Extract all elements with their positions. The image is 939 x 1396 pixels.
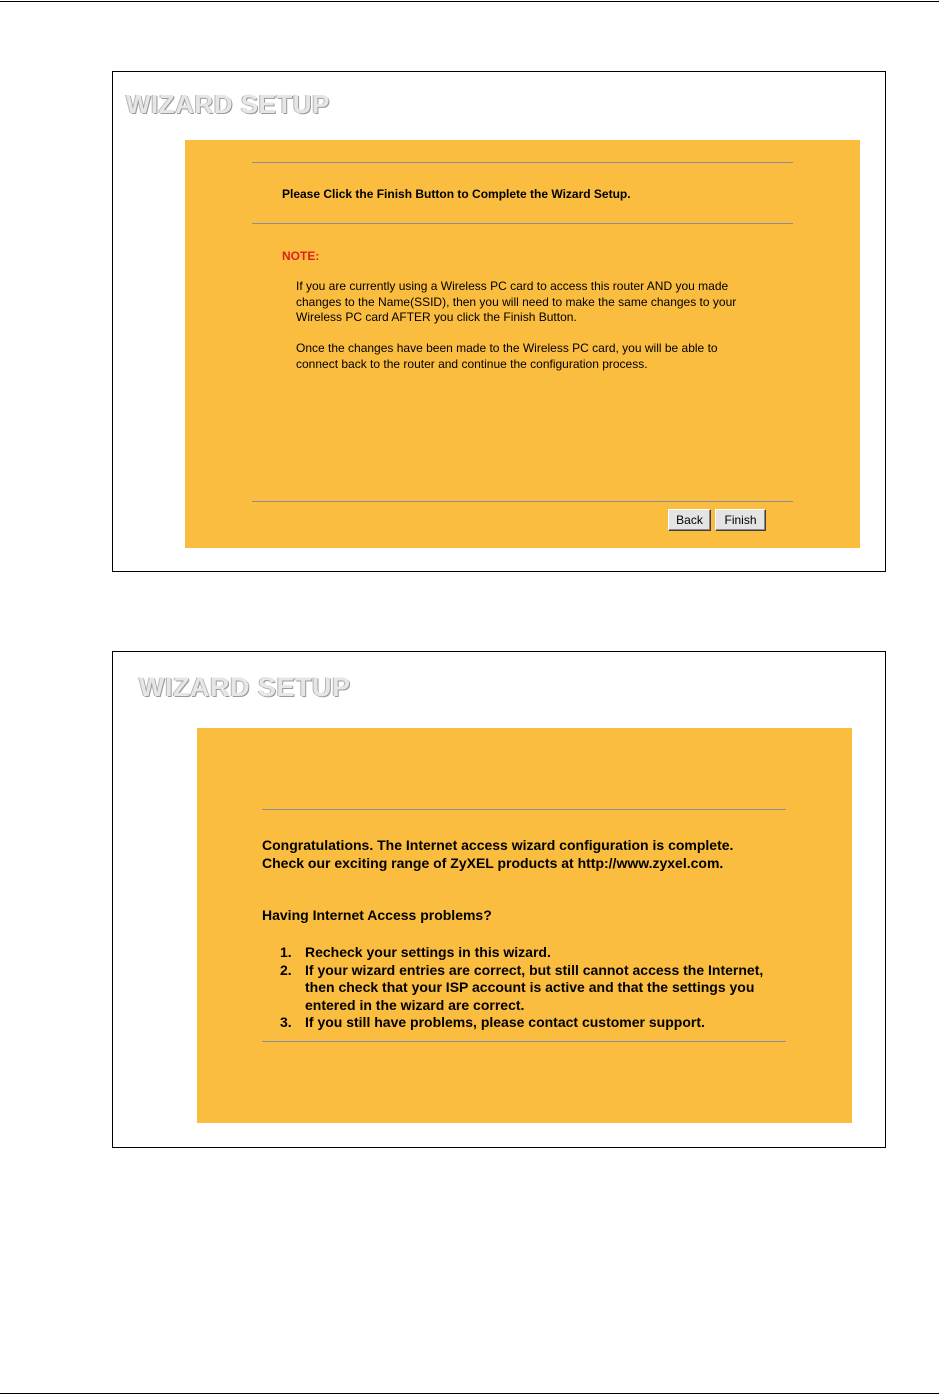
step-text: If you still have problems, please contact customer support.	[305, 1014, 705, 1030]
congrats-line: Check our exciting range of ZyXEL products at http://www.zyxel.com.	[262, 855, 724, 871]
note-label: NOTE:	[282, 249, 320, 263]
list-item	[262, 944, 782, 962]
divider	[262, 809, 786, 810]
page-top-rule	[0, 1, 939, 2]
finish-button[interactable]: Finish	[715, 509, 766, 531]
back-button[interactable]: Back	[668, 509, 711, 531]
divider	[252, 223, 793, 224]
list-item	[262, 962, 782, 1015]
note-paragraph: Once the changes have been made to the Wireless PC card, you will be able to connect back to the router and continue the configuration process.	[296, 341, 718, 371]
step-text: Recheck your settings in this wizard.	[305, 944, 551, 960]
wizard-title: WIZARD SETUP	[126, 89, 330, 119]
wizard-complete-screenshot	[112, 651, 886, 1148]
problems-heading: Having Internet Access problems?	[262, 907, 492, 923]
wizard-panel	[197, 728, 852, 1123]
divider	[262, 1041, 786, 1042]
note-paragraph: If you are currently using a Wireless PC card to access this router AND you made changes to the Name(SSID), then you will need to make the same changes to your Wireless PC card AFTER you click the Finish Button.	[296, 279, 737, 325]
congrats-line: Congratulations. The Internet access wizard configuration is complete.	[262, 837, 734, 853]
page-bottom-rule	[0, 1393, 939, 1394]
wizard-panel	[185, 140, 860, 548]
wizard-finish-screenshot	[112, 71, 886, 572]
step-number: 2.	[280, 961, 292, 978]
wizard-title: WIZARD SETUP	[139, 672, 351, 702]
troubleshooting-steps	[262, 944, 782, 1032]
finish-instruction: Please Click the Finish Button to Complete the Wizard Setup.	[282, 187, 631, 201]
divider	[252, 162, 793, 163]
step-number: 1.	[280, 944, 292, 960]
list-item	[262, 1014, 782, 1032]
divider	[252, 501, 793, 502]
step-text: If your wizard entries are correct, but still cannot access the Internet, then check that your ISP account is active and that the settings you entered in the wizard are correct.	[305, 961, 764, 1013]
step-number: 3.	[280, 1014, 292, 1030]
